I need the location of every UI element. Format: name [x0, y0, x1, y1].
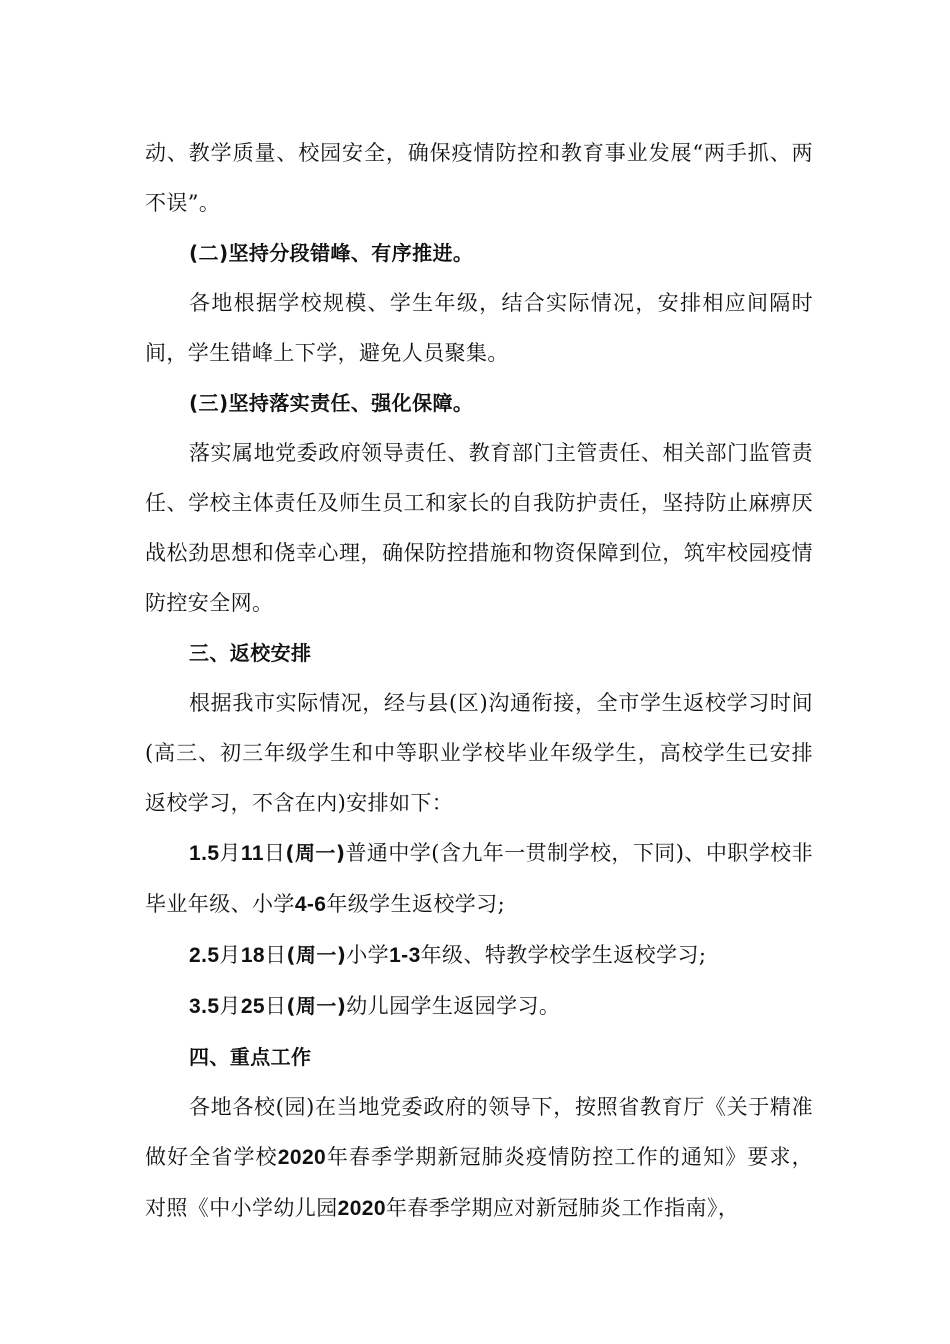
item-number: 3.5 — [189, 995, 220, 1018]
section-heading-return: 三、返校安排 — [189, 641, 312, 665]
item-text: 幼儿园学生返园学习。 — [346, 994, 561, 1018]
item-text: 月 — [219, 841, 241, 865]
year-number: 2020 — [277, 1146, 327, 1169]
item-text: 年级、特教学校学生返校学习; — [420, 943, 707, 967]
paragraph-text: 各地各校(园)在当地党委政府的领导下，按照省教育厅《关于精准做好全省学校 — [145, 1095, 813, 1169]
item-weekday: (周一) — [286, 943, 347, 967]
paragraph-text: 年春季学期应对新冠肺炎工作指南》， — [385, 1196, 740, 1220]
paragraph-key-work — [145, 1082, 813, 1234]
year-number: 2020 — [337, 1197, 386, 1220]
item-grade: 1-3 — [389, 944, 421, 967]
section-heading-3: (三)坚持落实责任、强化保障。 — [189, 391, 474, 415]
item-grade: 4-6 — [294, 893, 327, 916]
list-item — [145, 930, 813, 981]
item-text: 年级学生返校学习; — [326, 892, 506, 916]
item-text: 普通中学(含九年一贯制学校，下同)、中职学校非毕业年级、小学 — [145, 841, 813, 916]
item-number: 2.5 — [189, 944, 220, 967]
item-weekday: (周一) — [286, 994, 347, 1018]
paragraph-text: 年春季学期新冠肺炎疫情防控工作的通知》要求，对照《中小学幼儿园 — [145, 1145, 813, 1220]
item-text: 日 — [264, 943, 287, 967]
item-day: 18 — [240, 944, 265, 967]
item-day: 25 — [240, 995, 265, 1018]
item-day: 11 — [240, 842, 264, 865]
paragraph-continuation: 动、教学质量、校园安全，确保疫情防控和教育事业发展“两手抓、两不误”。 — [145, 141, 813, 215]
item-text: 日 — [263, 841, 286, 865]
paragraph-stagger: 各地根据学校规模、学生年级，结合实际情况，安排相应间隔时间，学生错峰上下学，避免人员聚集。 — [145, 291, 813, 365]
item-text: 月 — [219, 943, 241, 967]
item-number: 1.5 — [189, 842, 220, 865]
item-text: 小学 — [346, 943, 390, 967]
item-weekday: (周一) — [285, 841, 346, 865]
paragraph-return-intro: 根据我市实际情况，经与县(区)沟通衔接，全市学生返校学习时间(高三、初三年级学生和中等职业学校毕业年级学生，高校学生已安排返校学习，不含在内)安排如下： — [145, 691, 813, 815]
item-text: 日 — [264, 994, 287, 1018]
paragraph-responsibility: 落实属地党委政府领导责任、教育部门主管责任、相关部门监管责任、学校主体责任及师生员工和家长的自我防护责任，坚持防止麻痹厌战松劲思想和侥幸心理，确保防控措施和物资保障到位，筑牢校园疫情防控安全网。 — [145, 441, 813, 615]
list-item — [145, 981, 813, 1032]
list-item — [145, 828, 813, 930]
document-body — [145, 128, 813, 1234]
section-heading-key-work: 四、重点工作 — [189, 1045, 312, 1069]
item-text: 月 — [219, 994, 241, 1018]
section-heading-2: (二)坚持分段错峰、有序推进。 — [189, 241, 474, 265]
